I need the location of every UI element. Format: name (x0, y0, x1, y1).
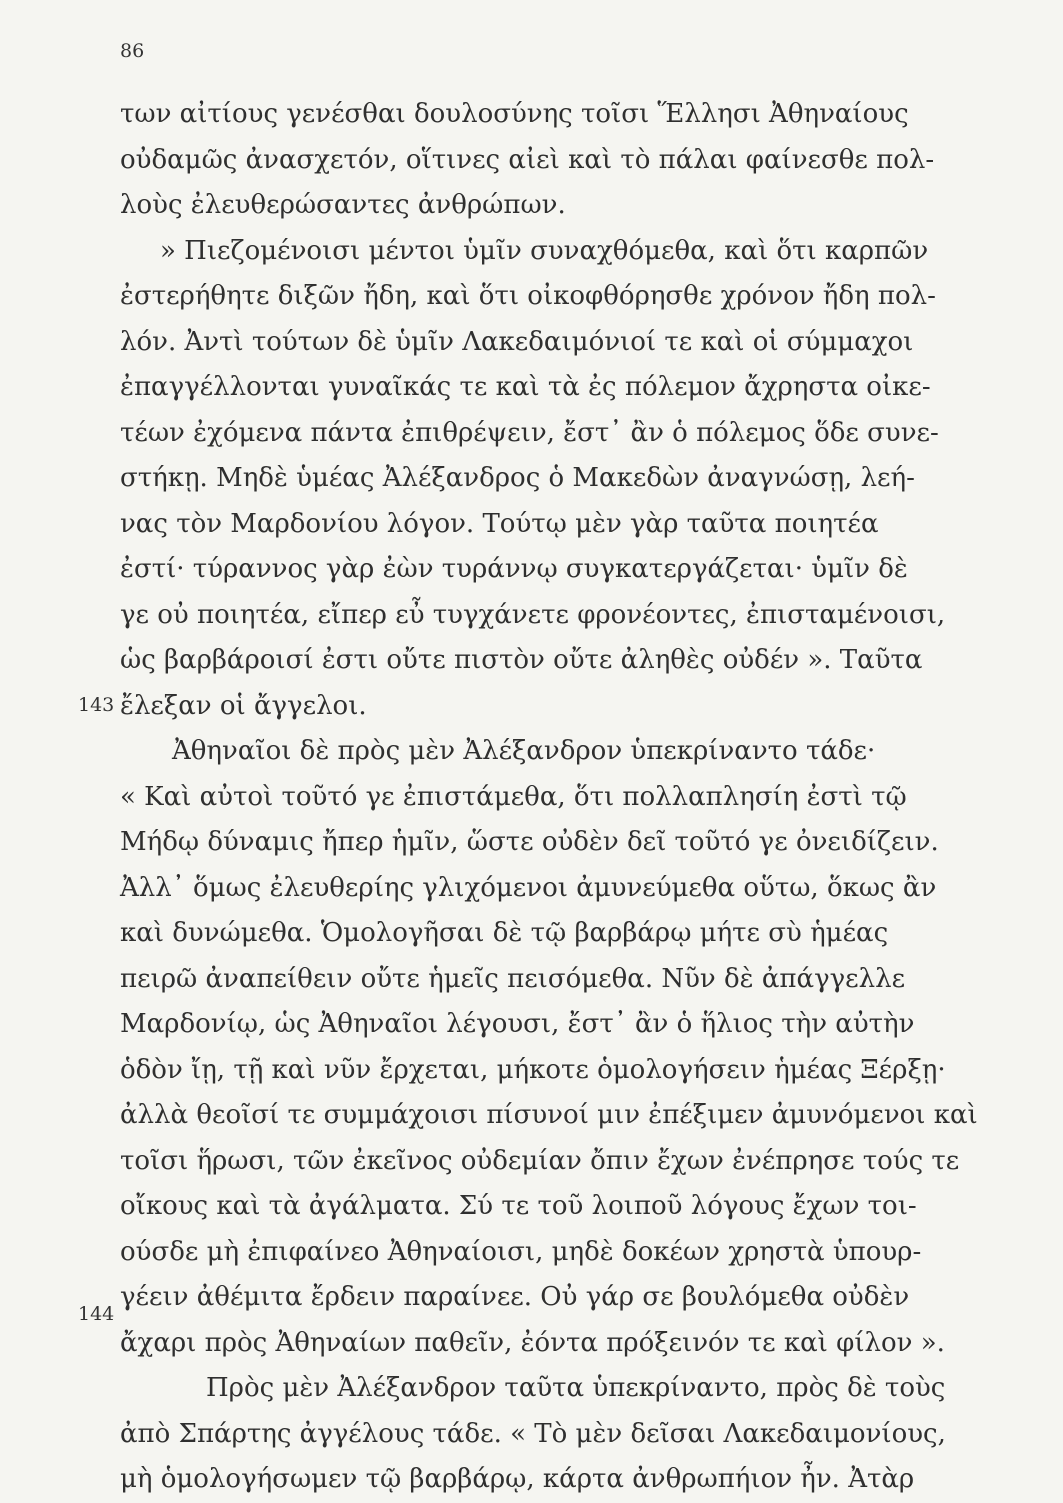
text-line: ἐστερήθητε διξῶν ἤδη, καὶ ὅτι οἰκοφθόρησθε χρόνον ἤδη πολ- (120, 281, 936, 311)
text-line: ἐστί· τύραννος γὰρ ἐὼν τυράννῳ συγκατεργάζεται· ὑμῖν δὲ (120, 554, 908, 584)
text-line: οὐδαμῶς ἀνασχετόν, οἵτινες αἰεὶ καὶ τὸ πάλαι φαίνεσθε πολ- (120, 144, 935, 175)
text-line: οἴκους καὶ τὰ ἀγάλματα. Σύ τε τοῦ λοιποῦ λόγους ἔχων τοι- (120, 1191, 917, 1221)
text-line: ἐπαγγέλλονται γυναῖκάς τε καὶ τὰ ἐς πόλεμον ἄχρηστα οἰκε- (120, 372, 931, 402)
text-line: ἀλλὰ θεοῖσί τε συμμάχοισι πίσυνοί μιν ἐπέξιμεν ἀμυνόμενοι καὶ (120, 1100, 978, 1130)
section-number-144: 144 (78, 1303, 115, 1325)
text-line: λόν. Ἀντὶ τούτων δὲ ὑμῖν Λακεδαιμόνιοί τε καὶ οἱ σύμμαχοι (120, 326, 914, 357)
text-line: ὁδὸν ἴῃ, τῇ καὶ νῦν ἔρχεται, μήκοτε ὁμολογήσειν ἡμέας Ξέρξῃ· (120, 1054, 946, 1085)
text-line: ἀπὸ Σπάρτης ἀγγέλους τάδε. « Τὸ μὲν δεῖσαι Λακεδαιμονίους, (120, 1418, 946, 1449)
text-line: λοὺς ἐλευθερώσαντες ἀνθρώπων. (120, 190, 566, 220)
section-number-143: 143 (78, 694, 115, 716)
text-line: γέειν ἀθέμιτα ἔρδειν παραίνεε. Οὐ γάρ σε βουλόμεθα οὐδὲν (120, 1282, 910, 1312)
text-line: Ἀλλ᾽ ὅμως ἐλευθερίης γλιχόμενοι ἀμυνεύμεθα οὕτω, ὅκως ἂν (120, 872, 937, 903)
text-line: νας τὸν Μαρδονίου λόγον. Τούτῳ μὲν γὰρ ταῦτα ποιητέα (120, 508, 879, 539)
text-line: Μήδῳ δύναμις ἤπερ ἡμῖν, ὥστε οὐδὲν δεῖ τοῦτό γε ὀνειδίζειν. (120, 827, 939, 857)
body-text (120, 92, 1020, 1503)
text-line: γε οὐ ποιητέα, εἴπερ εὖ τυγχάνετε φρονέοντες, ἐπισταμένοισι, (120, 599, 946, 630)
page-number: 86 (120, 40, 145, 62)
text-line: τέων ἐχόμενα πάντα ἐπιθρέψειν, ἔστ᾽ ἂν ὁ πόλεμος ὅδε συνε- (120, 417, 939, 448)
text-line: μὴ ὁμολογήσωμεν τῷ βαρβάρῳ, κάρτα ἀνθρωπήιον ἦν. Ἀτὰρ (120, 1464, 915, 1494)
text-line: ούσδε μὴ ἐπιφαίνεο Ἀθηναίοισι, μηδὲ δοκέων χρηστὰ ὑπουρ- (120, 1236, 922, 1267)
text-line: Ἀθηναῖοι δὲ πρὸς μὲν Ἀλέξανδρον ὑπεκρίναντο τάδε· (172, 736, 876, 766)
text-line: πειρῶ ἀναπείθειν οὔτε ἡμεῖς πεισόμεθα. Νῦν δὲ ἀπάγγελλε (120, 963, 906, 994)
text-line: των αἰτίους γενέσθαι δουλοσύνης τοῖσι Ἕλλησι Ἀθηναίους (120, 99, 909, 129)
text-line: » Πιεζομένοισι μέντοι ὑμῖν συναχθόμεθα, καὶ ὅτι καρπῶν (160, 235, 929, 266)
text-line: ἄχαρι πρὸς Ἀθηναίων παθεῖν, ἐόντα πρόξεινόν τε καὶ φίλον ». (120, 1327, 945, 1358)
text-line: στήκῃ. Μηδὲ ὑμέας Ἀλέξανδρος ὁ Μακεδὼν ἀναγνώσῃ, λεή- (120, 463, 915, 493)
text-line: « Καὶ αὐτοὶ τοῦτό γε ἐπιστάμεθα, ὅτι πολλαπλησίη ἐστὶ τῷ (120, 781, 907, 812)
text-line: Πρὸς μὲν Ἀλέξανδρον ταῦτα ὑπεκρίναντο, πρὸς δὲ τοὺς (206, 1373, 946, 1403)
text-line: τοῖσι ἥρωσι, τῶν ἐκεῖνος οὐδεμίαν ὄπιν ἔχων ἐνέπρησε τούς τε (120, 1145, 960, 1176)
text-line: καὶ δυνώμεθα. Ὁμολογῆσαι δὲ τῷ βαρβάρῳ μήτε σὺ ἡμέας (120, 918, 889, 948)
text-line: Μαρδονίῳ, ὡς Ἀθηναῖοι λέγουσι, ἔστ᾽ ἂν ὁ ἥλιος τὴν αὐτὴν (120, 1009, 915, 1039)
text-line: ὡς βαρβάροισί ἐστι οὔτε πιστὸν οὔτε ἀληθὲς οὐδέν ». Ταῦτα (120, 645, 923, 675)
text-line: ἔλεξαν οἱ ἄγγελοι. (120, 690, 367, 721)
